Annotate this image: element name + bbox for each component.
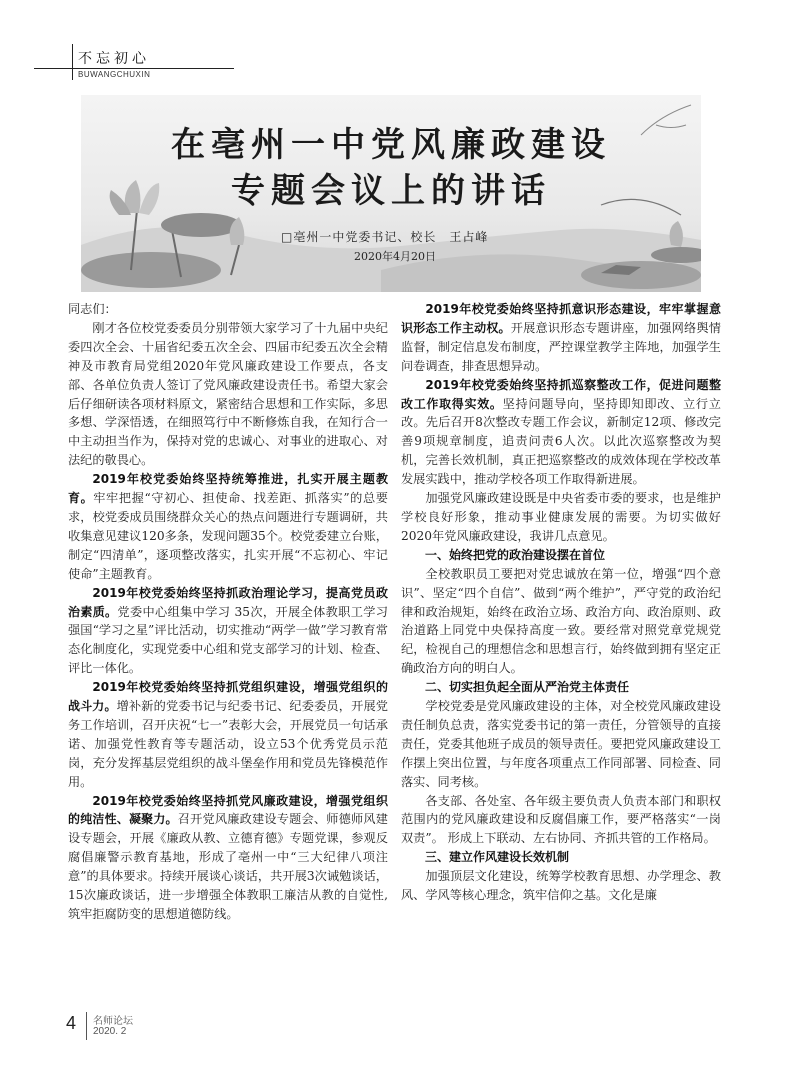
paragraph-lead: 2019年校党委始终坚持抓党风廉政建设，增强党组织的纯洁性、凝聚力。 (68, 793, 388, 827)
journal-issue: 2020. 2 (93, 1026, 127, 1037)
paragraph (401, 697, 721, 792)
column-title: 不忘初心 (78, 51, 150, 67)
section-heading: 一、始终把党的政治建设摆在首位 (425, 547, 606, 562)
section-heading: 三、建立作风建设长效机制 (425, 850, 570, 865)
paragraph (68, 319, 388, 470)
paragraph-text: 全校教职员工要把对党忠诚放在第一位，增强“四个意识”、坚定“四个自信”、做到“两个维护”，严守党的政治纪律和政治规矩，始终在政治立场、政治方向、政治原则、政治道路上同党中央保持高度一致。要经常对照党章党规党纪，检视自己的理想信念和思想言行，始终做到拥有坚定正确政治方向的明白人。 (401, 566, 721, 676)
paragraph (68, 792, 388, 924)
footer-rule (86, 1012, 87, 1040)
paragraph (401, 489, 721, 546)
paragraph-text: 党委中心组集中学习 35次，开展全体教职工学习强国“学习之星”评比活动，切实推动“两学一做”学习教育常态化制度化，实现党委中心组和党支部学习的计划、检查、评比一体化。 (68, 604, 388, 676)
paragraph (68, 300, 388, 319)
paragraph-text: 增补新的党委书记与纪委书记、纪委委员，开展党务工作培训，召开庆祝“七一”表彰大会，开展党员一句话承诺、加强党性教育等专题活动，设立53个优秀党员示范岗，充分发挥基层党组织的战斗堡垒作用和党员先锋模范作用。 (68, 699, 388, 789)
paragraph (401, 376, 721, 489)
paragraph-text: 刚才各位校党委委员分别带领大家学习了十九届中央纪委四次全会、十届省纪委五次全会、四届市纪委五次全会精神及市教育局党组2020年党风廉政建设工作要点，各支部、各单位负责人签订了党风廉政建设责任书。希望大家会后仔细研读各项材料原文，紧密结合思想和工作实际，多思多想、学深悟透，在细照笃行中不断修炼自我，在知行合一中主动担当作为，保持对党的忠诚心、对事业的进取心、对法纪的敬畏心。 (68, 320, 388, 468)
page-number: 4 (66, 1013, 77, 1033)
paragraph (401, 792, 721, 849)
paragraph-text: 坚持问题导向，坚持即知即改、立行立改。先后召开8次整改专题工作会议，新制定12项、修改完善9项规章制度，追责问责6人次。以此次巡察整改为契机，完善长效机制，真正把巡察整改的成效体现在学校改革发展实践中，推动学校各项工作取得新进展。 (401, 396, 721, 487)
paragraph-lead: 2019年校党委始终坚持抓政治理论学习，提高党员政治素质。 (68, 585, 388, 619)
paragraph-text: 加强顶层文化建设，统筹学校教育思想、办学理念、教风、学风等核心理念，筑牢信仰之基。文化是廉 (401, 869, 721, 903)
title-banner (81, 95, 701, 292)
paragraph-text: 学校党委是党风廉政建设的主体，对全校党风廉政建设责任制负总责，落实党委书记的第一责任，分管领导的直接责任，党委其他班子成员的领导责任。要把党风廉政建设工作摆上突出位置，与年度各项重点工作同部署、同检查、同落实、同考核。 (401, 699, 721, 789)
article-column-left (68, 300, 388, 924)
speech-title-line2: 专题会议上的讲话 (231, 171, 551, 211)
paragraph-lead: 2019年校党委始终坚持抓巡察整改工作，促进问题整改工作取得实效。 (401, 377, 721, 411)
paragraph (68, 678, 388, 791)
paragraph (68, 584, 388, 679)
speech-title-line1: 在亳州一中党风廉政建设 (171, 125, 611, 165)
journal-name: 名师论坛 (93, 1016, 133, 1027)
paragraph-text: 开展意识形态专题讲座，加强网络舆情监督，制定信息发布制度，严控课堂教学主阵地，加强学生问卷调查，排查思想异动。 (401, 320, 721, 373)
paragraph-text: 各支部、各处室、各年级主要负责人负责本部门和职权范围内的党风廉政建设和反腐倡廉工作，要严格落实“一岗双责”。 形成上下联动、左右协同、齐抓共管的工作格局。 (401, 793, 721, 846)
section-heading: 二、切实担负起全面从严治党主体责任 (425, 680, 630, 695)
paragraph-lead: 2019年校党委始终坚持抓意识形态建设，牢牢掌握意识形态工作主动权。 (401, 302, 721, 335)
paragraph-lead: 2019年校党委始终坚持抓党组织建设，增强党组织的战斗力。 (68, 680, 388, 714)
header-rule-vertical (72, 44, 73, 80)
paragraph-text: 加强党风廉政建设既是中央省委市委的要求，也是维护学校良好形象，推动事业健康发展的需要。为切实做好2020年党风廉政建设，我讲几点意见。 (401, 491, 721, 543)
paragraph-text: 同志们： (68, 302, 117, 316)
author-byline: □亳州一中党委书记、校长 王占峰 (281, 230, 489, 244)
paragraph-lead: 2019年校党委始终坚持统筹推进，扎实开展主题教育。 (68, 472, 388, 506)
paragraph (401, 565, 721, 678)
paragraph-text: 牢牢把握“守初心、担使命、找差距、抓落实”的总要求，校党委成员围绕群众关心的热点问题进行专题调研，共收集意见建议120多条，发现问题35个。校党委建立台账，制定“四清单”，逐项整改落实，扎实开展“不忘初心、牢记使命”主题教育。 (68, 491, 388, 581)
speech-date: 2020年4月20日 (354, 250, 436, 263)
paragraph (68, 470, 388, 583)
paragraph (401, 300, 721, 376)
header-rule-horizontal (34, 68, 234, 69)
article-column-right (401, 300, 721, 905)
column-subtitle: BUWANGCHUXIN (78, 70, 151, 79)
paragraph (401, 867, 721, 905)
paragraph-text: 召开党风廉政建设专题会、师德师风建设专题会，开展《廉政从教、立德育德》专题党课，参观反腐倡廉警示教育基地，形成了亳州一中“三大纪律八项注意”的具体要求。持续开展谈心谈话，共开展3次诫勉谈话，15次廉政谈话，进一步增强全体教职工廉洁从教的自觉性,筑牢拒腐防变的思想道德防线。 (68, 812, 388, 921)
